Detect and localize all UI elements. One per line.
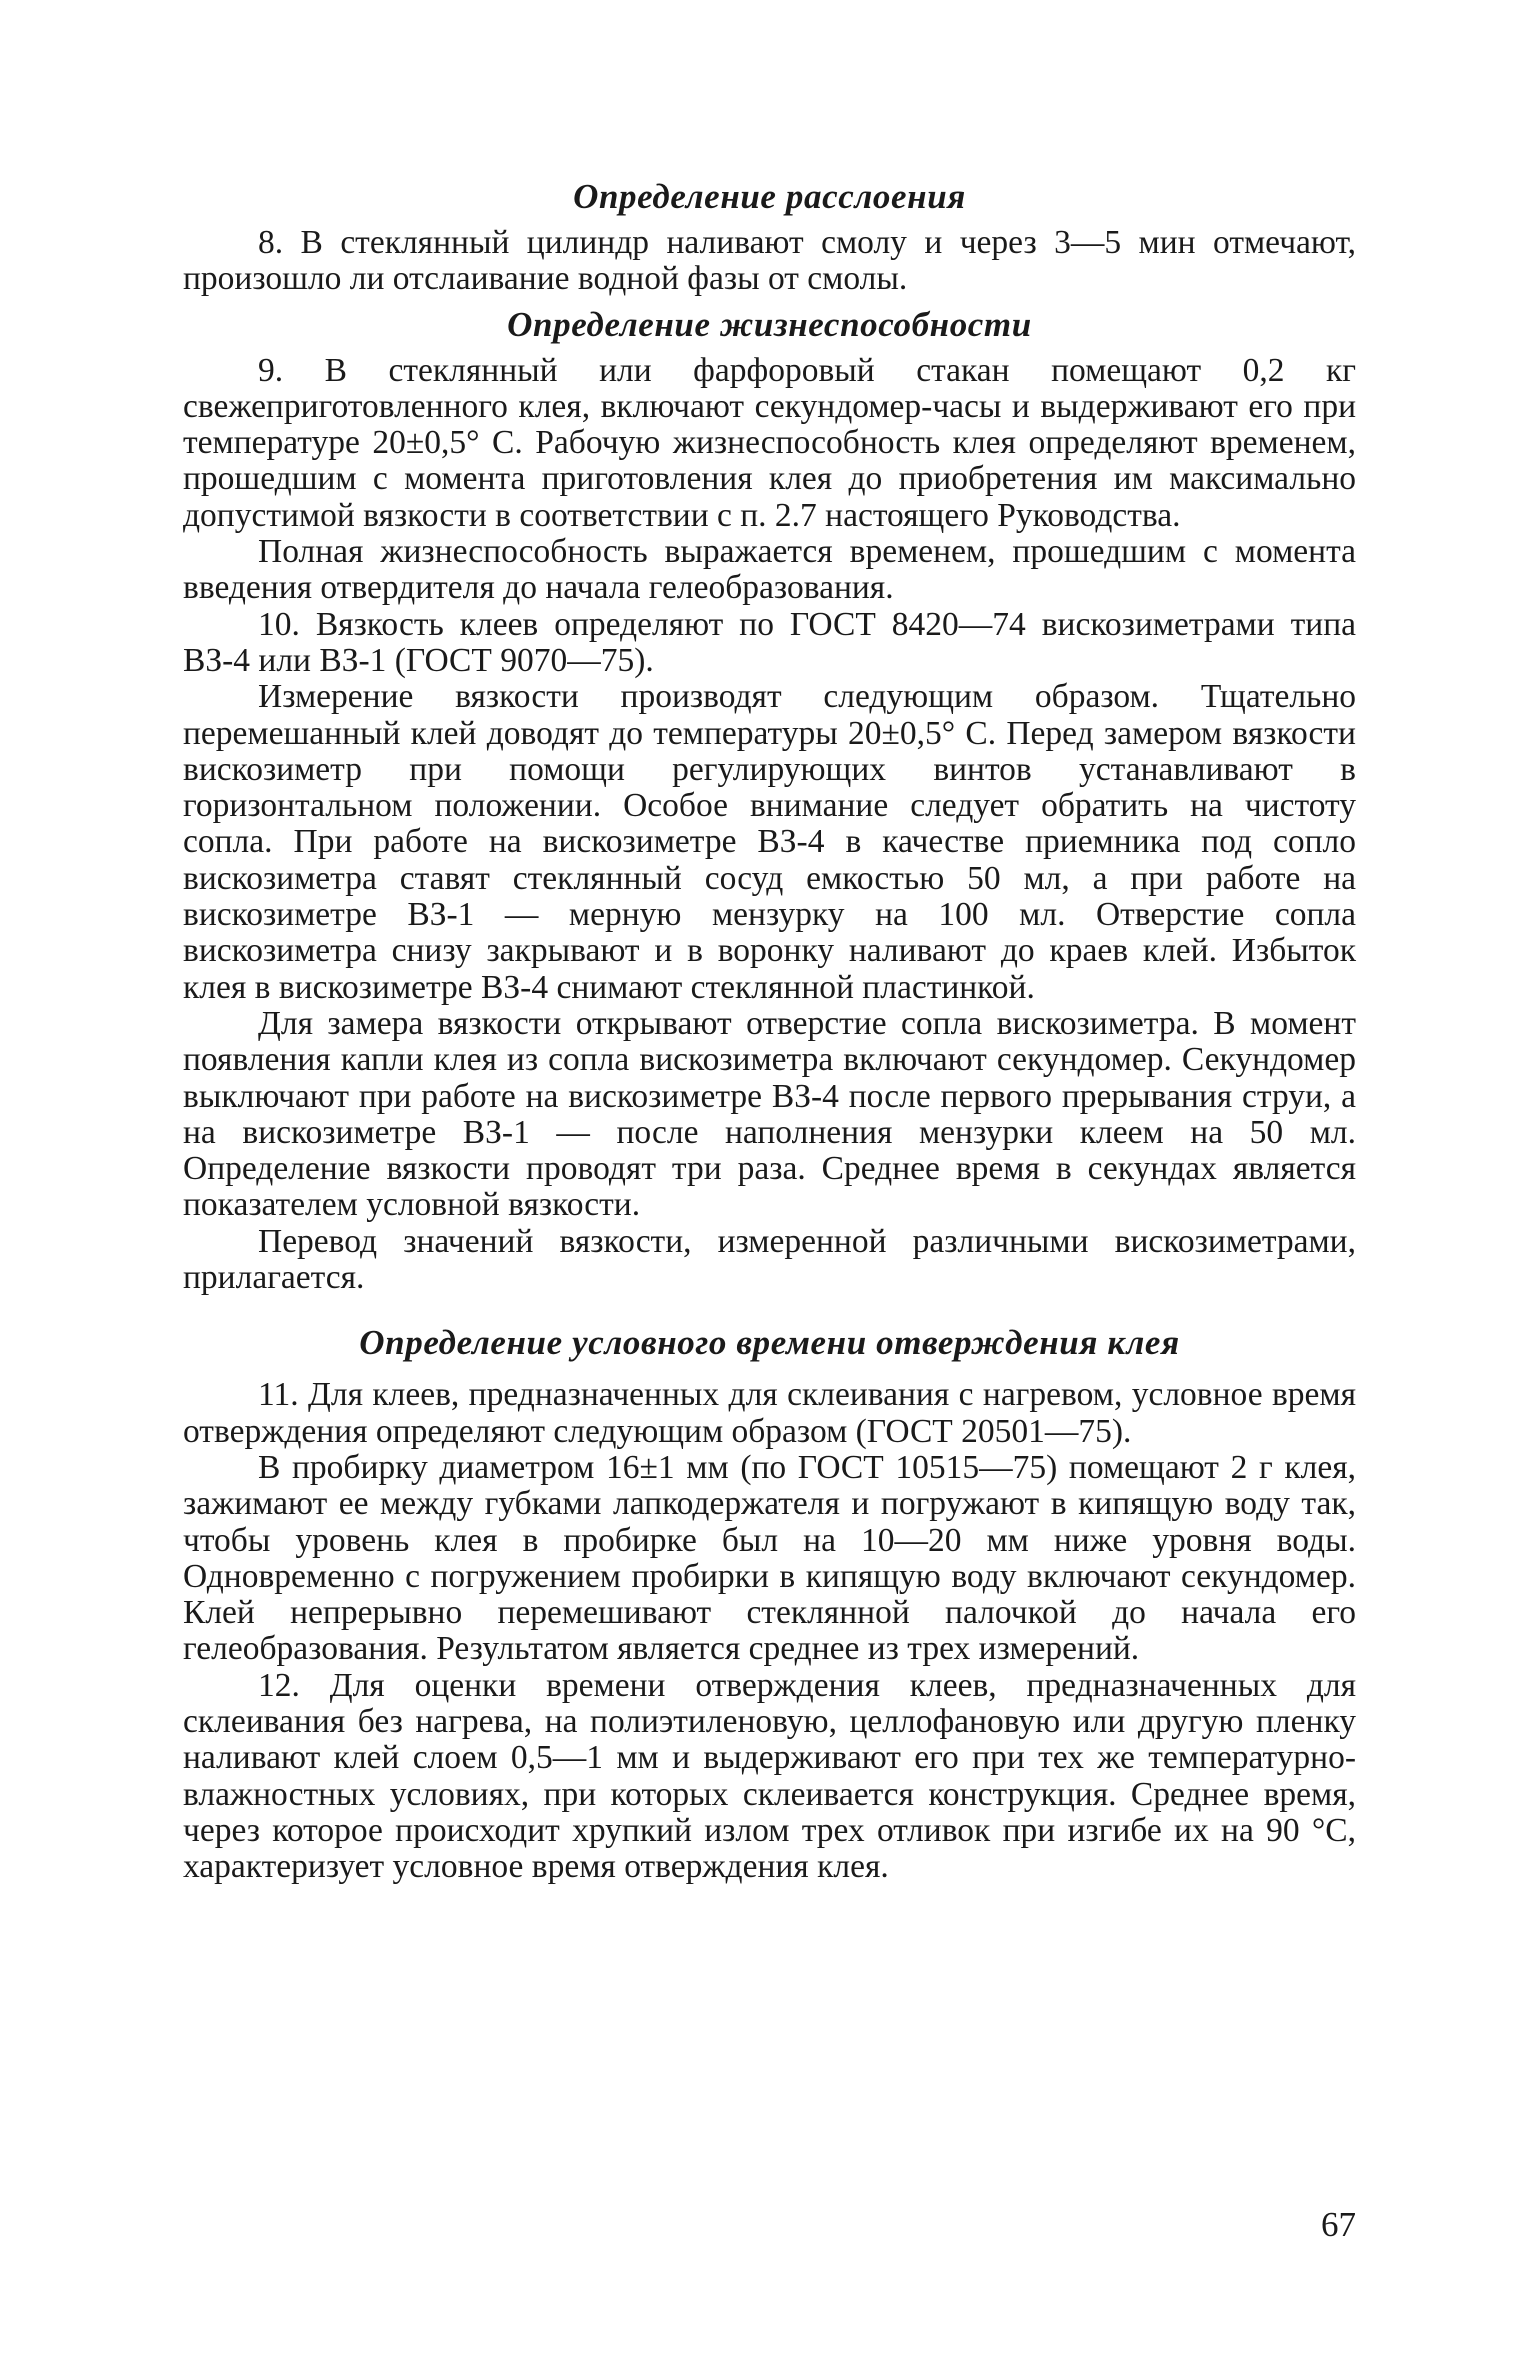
paragraph-10-measurement: Измерение вязкости производят следующим образом. Тщательно перемешанный клей доводят до температуры 20±0,5° С. Перед замером вязкости вискозиметр при помощи регулирующих винтов устанавливают в горизонтальном положении. Особое внимание следует обратить на чистоту сопла. При работе на вискозиметре ВЗ-4 в качестве приемника под сопло вискозиметра ставят стеклянный сосуд емкостью 50 мл, а при работе на вискозиметре ВЗ-1 — мерную мензурку на 100 мл. Отверстие сопла вискозиметра снизу закрывают и в воронку наливают до краев клей. Избыток клея в вискозиметре ВЗ-4 снимают стеклянной пластинкой. (183, 678, 1356, 1006)
paragraph-11-test-tube: В пробирку диаметром 16±1 мм (по ГОСТ 10515—75) помещают 2 г клея, зажимают ее между губками лапкодержателя и погружают в кипящую воду так, чтобы уровень клея в пробирке был на 10—20 мм ниже уровня воды. Одновременно с погружением пробирки в кипящую воду включают секундомер. Клей непрерывно перемешивают стеклянной палочкой до начала его гелеобразования. Результатом является среднее из трех измерений. (183, 1448, 1356, 1668)
page-number: 67 (1321, 2205, 1356, 2244)
paragraph-10: 10. Вязкость клеев определяют по ГОСТ 8420—74 вискозиметрами типа ВЗ-4 или ВЗ-1 (ГОСТ 9070—75). (183, 605, 1356, 679)
paragraph-10-conversion: Перевод значений вязкости, измеренной различными вискозиметрами, прилагается. (183, 1222, 1356, 1297)
heading-viability: Определение жизнеспособности (507, 304, 1032, 344)
heading-curing-time: Определение условного времени отверждения клея (359, 1323, 1180, 1363)
paragraph-10-procedure: Для замера вязкости открывают отверстие сопла вискозиметра. В момент появления капли клея из сопла вискозиметра включают секундомер. Секундомер выключают при работе на вискозиметре ВЗ-4 после первого прерывания струи, а на вискозиметре ВЗ-1 — после наполнения мензурки клеем на 50 мл. Определение вязкости проводят три раза. Среднее время в секундах является показателем условной вязкости. (183, 1004, 1356, 1224)
paragraph-8: 8. В стеклянный цилиндр наливают смолу и через 3—5 мин отмечают, произошло ли отслаивание водной фазы от смолы. (183, 224, 1356, 298)
paragraph-12: 12. Для оценки времени отверждения клеев, предназначенных для склеивания без нагрева, на полиэтиленовую, целлофановую или другую пленку наливают клей слоем 0,5—1 мм и выдерживают его при тех же температурно-влажностных условиях, при которых склеивается конструкция. Среднее время, через которое происходит хрупкий излом трех отливок при изгибе их на 90 °С, характеризует условное время отверждения клея. (183, 1666, 1356, 1886)
document-page (183, 178, 1356, 2298)
paragraph-9-full-viability: Полная жизнеспособность выражается временем, прошедшим с момента введения отвердителя до начала гелеобразования. (183, 533, 1356, 607)
paragraph-9: 9. В стеклянный или фарфоровый стакан помещают 0,2 кг свежеприготовленного клея, включают секундомер-часы и выдерживают его при температуре 20±0,5° С. Рабочую жизнеспособность клея определяют временем, прошедшим с момента приготовления клея до приобретения им максимально допустимой вязкости в соответствии с п. 2.7 настоящего Руководства. (183, 351, 1356, 534)
heading-delamination: Определение расслоения (573, 177, 966, 216)
paragraph-11: 11. Для клеев, предназначенных для склеивания с нагревом, условное время отверждения определяют следующим образом (ГОСТ 20501—75). (183, 1376, 1356, 1450)
